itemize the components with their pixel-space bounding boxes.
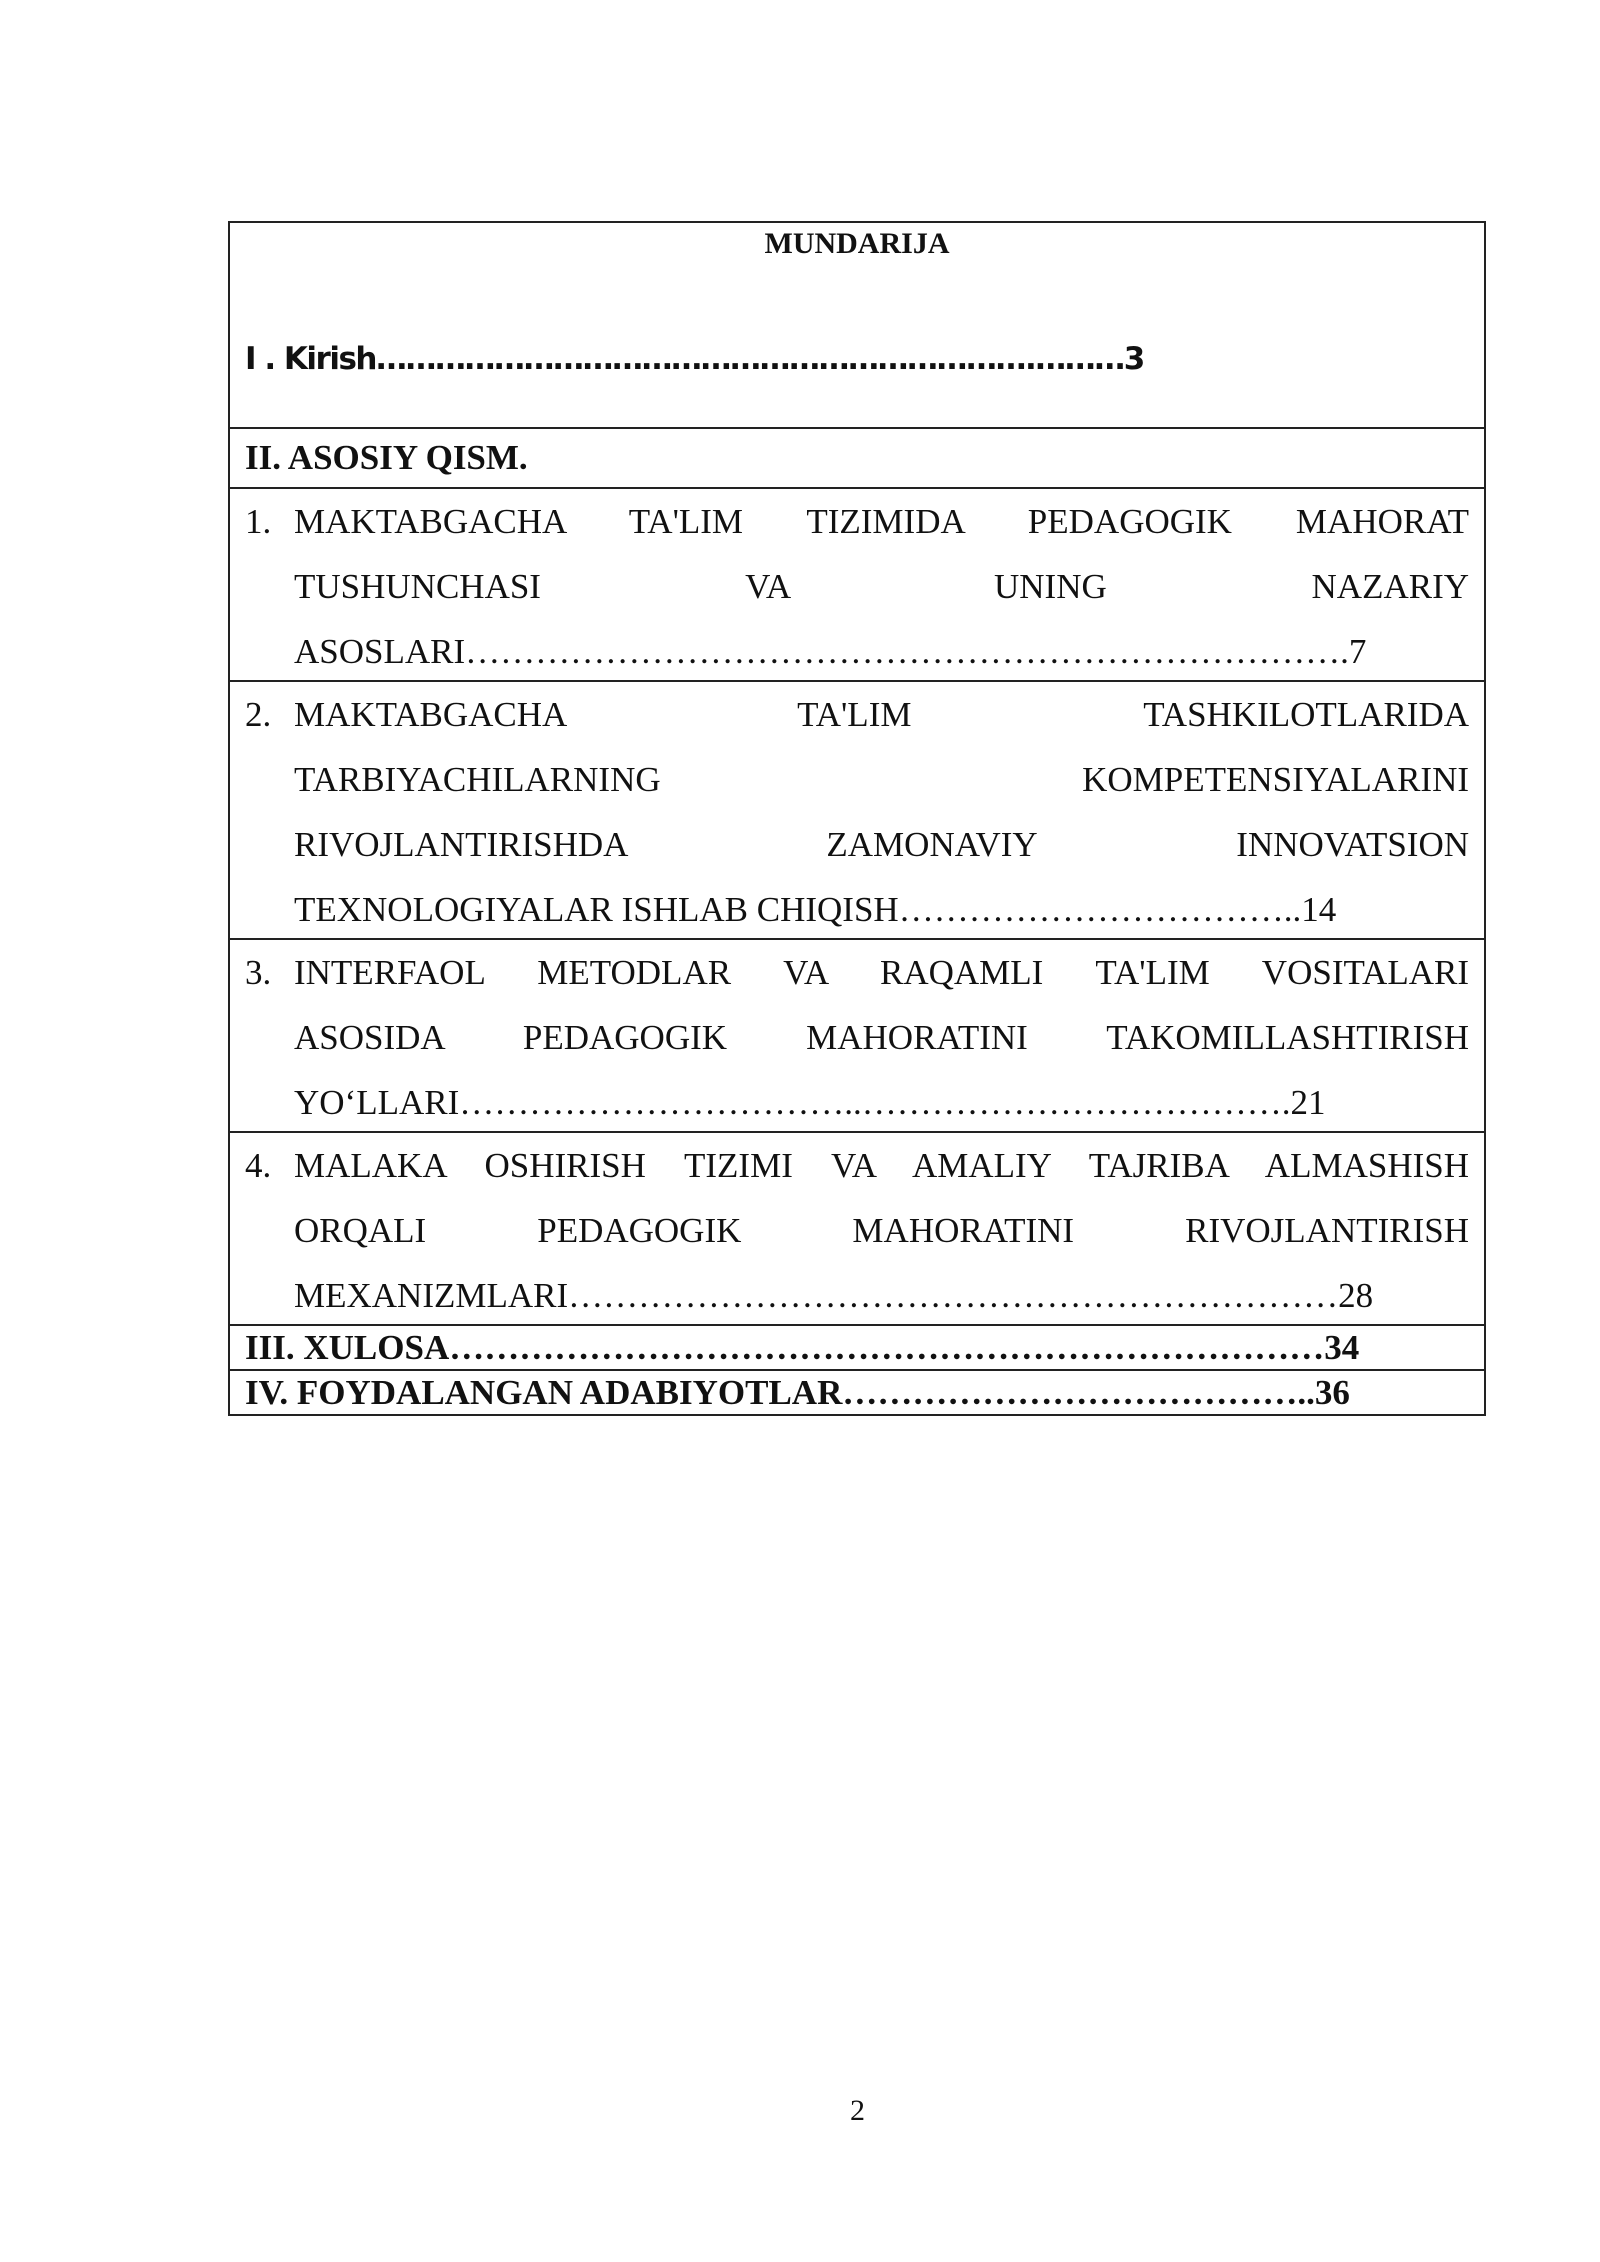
toc-item-last-line: TEXNOLOGIYALAR ISHLAB CHIQISH……………………………..14 (294, 890, 1337, 929)
toc-references-entry: IV. FOYDALANGAN ADABIYOTLAR…………………………………..36 (230, 1369, 1484, 1414)
table-of-contents (228, 221, 1486, 1416)
toc-item-line: RIVOJLANTIRISHDA ZAMONAVIY INNOVATSION (294, 825, 1469, 864)
toc-item-line: TUSHUNCHASI VA UNING NAZARIY (294, 567, 1469, 606)
toc-item-line: TARBIYACHILARNING KOMPETENSIYALARINI (294, 760, 1469, 799)
toc-item-number: 2. (245, 695, 272, 734)
toc-conclusion-entry: III. XULOSA…………………………………………………………………34 (230, 1324, 1484, 1369)
toc-item (230, 938, 1484, 1131)
toc-item-line: ORQALI PEDAGOGIK MAHORATINI RIVOJLANTIRISH (294, 1211, 1469, 1250)
toc-item-last-line: MEXANIZMLARI…………………………………………………………28 (294, 1276, 1374, 1315)
toc-item (230, 1131, 1484, 1324)
toc-item (230, 680, 1484, 938)
toc-item (230, 487, 1484, 680)
toc-item-number: 3. (245, 953, 272, 992)
toc-intro-entry: I . Kirish………………………………………………………….………3 (245, 341, 1144, 377)
toc-item-number: 1. (245, 502, 272, 541)
toc-item-last-line: ASOSLARI………………………………………………………………….7 (294, 632, 1367, 671)
toc-item-line: MAKTABGACHA TA'LIM TASHKILOTLARIDA (294, 695, 1469, 734)
page-number: 2 (850, 2094, 865, 2127)
toc-title: MUNDARIJA (764, 227, 950, 260)
toc-item-last-line: YO‘LLARI……………………………..……………………………….21 (294, 1083, 1326, 1122)
toc-item-line: MALAKA OSHIRISH TIZIMI VA AMALIY TAJRIBA ALMASHISH (294, 1146, 1469, 1185)
toc-item-line: INTERFAOL METODLAR VA RAQAMLI TA'LIM VOSITALARI (294, 953, 1469, 992)
toc-header (230, 223, 1484, 427)
toc-section-heading: II. ASOSIY QISM. (230, 427, 1484, 487)
toc-item-number: 4. (245, 1146, 272, 1185)
toc-item-line: ASOSIDA PEDAGOGIK MAHORATINI TAKOMILLASHTIRISH (294, 1018, 1469, 1057)
toc-item-line: MAKTABGACHA TA'LIM TIZIMIDA PEDAGOGIK MAHORAT (294, 502, 1469, 541)
